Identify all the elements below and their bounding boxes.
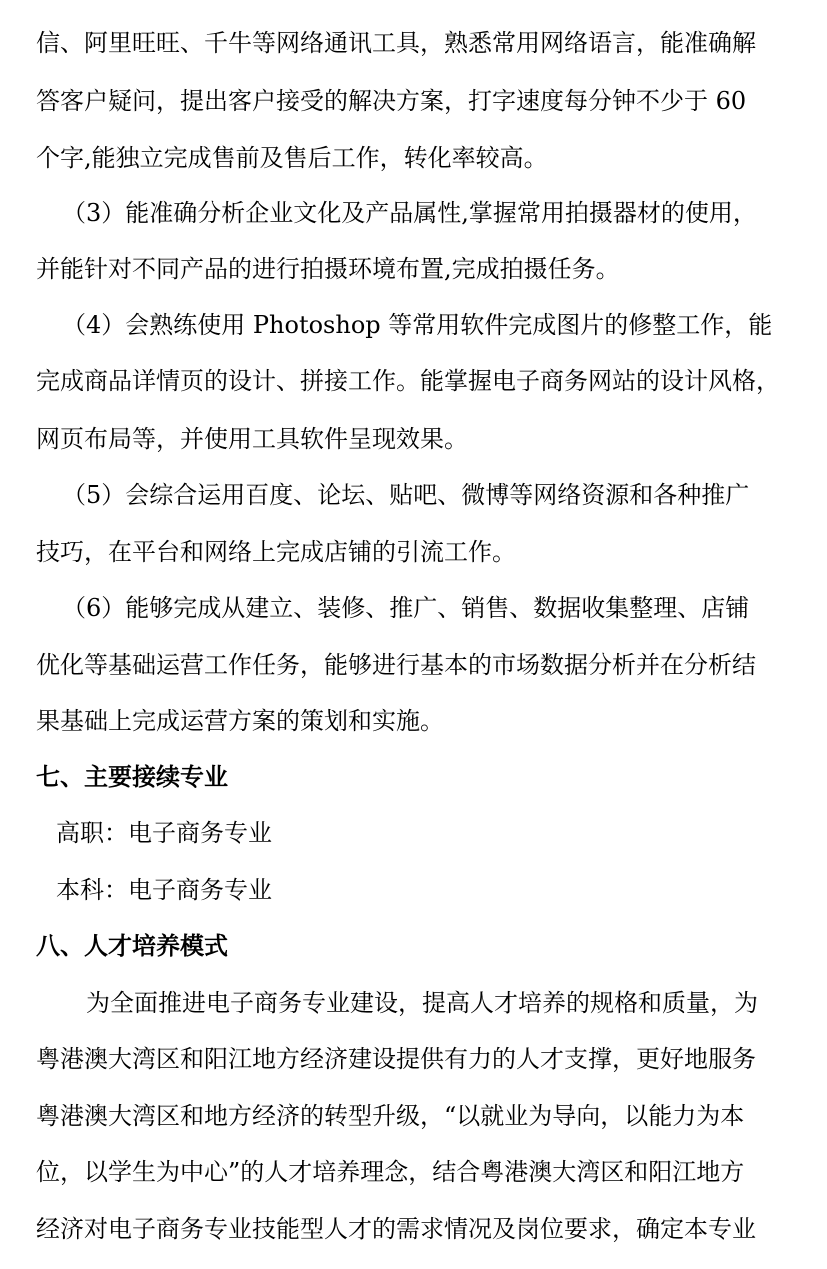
list-item-3: （3）能准确分析企业文化及产品属性,掌握常用拍摄器材的使用， [62, 199, 757, 227]
section-heading-8: 八、人才培养模式 [36, 932, 228, 960]
text-line: 个字,能独立完成售前及售后工作，转化率较高。 [36, 144, 548, 172]
text-line: 优化等基础运营工作任务，能够进行基本的市场数据分析并在分析结 [36, 651, 756, 679]
text-line: 位，以学生为中心”的人才培养理念，结合粤港澳大湾区和阳江地方 [36, 1158, 745, 1186]
text-line: 粤港澳大湾区和阳江地方经济建设提供有力的人才支撑，更好地服务 [36, 1045, 756, 1073]
section-heading-7: 七、主要接续专业 [36, 763, 228, 791]
list-item-5: （5）会综合运用百度、论坛、贴吧、微博等网络资源和各种推广 [62, 481, 750, 509]
text-line: 信、阿里旺旺、千牛等网络通讯工具，熟悉常用网络语言，能准确解 [36, 29, 756, 57]
text-line: 果基础上完成运营方案的策划和实施。 [36, 707, 444, 735]
list-item-6: （6）能够完成从建立、装修、推广、销售、数据收集整理、店铺 [62, 594, 750, 622]
text-line: 技巧，在平台和网络上完成店铺的引流工作。 [36, 538, 516, 566]
list-item-4: （4）会熟练使用 Photoshop 等常用软件完成图片的修整工作，能 [62, 311, 773, 339]
continuation-major-undergraduate: 本科：电子商务专业 [56, 876, 272, 904]
continuation-major-vocational: 高职：电子商务专业 [56, 819, 272, 847]
text-line: 粤港澳大湾区和地方经济的转型升级，“以就业为导向，以能力为本 [36, 1102, 745, 1130]
text-line: 经济对电子商务专业技能型人才的需求情况及岗位要求，确定本专业 [36, 1215, 756, 1243]
text-line: 网页布局等，并使用工具软件呈现效果。 [36, 425, 468, 453]
paragraph-first-line: 为全面推进电子商务专业建设，提高人才培养的规格和质量，为 [86, 989, 758, 1017]
text-line: 完成商品详情页的设计、拼接工作。能掌握电子商务网站的设计风格， [36, 367, 780, 395]
text-line: 并能针对不同产品的进行拍摄环境布置,完成拍摄任务。 [36, 255, 620, 283]
text-line: 答客户疑问，提出客户接受的解决方案，打字速度每分钟不少于 60 [36, 87, 747, 115]
